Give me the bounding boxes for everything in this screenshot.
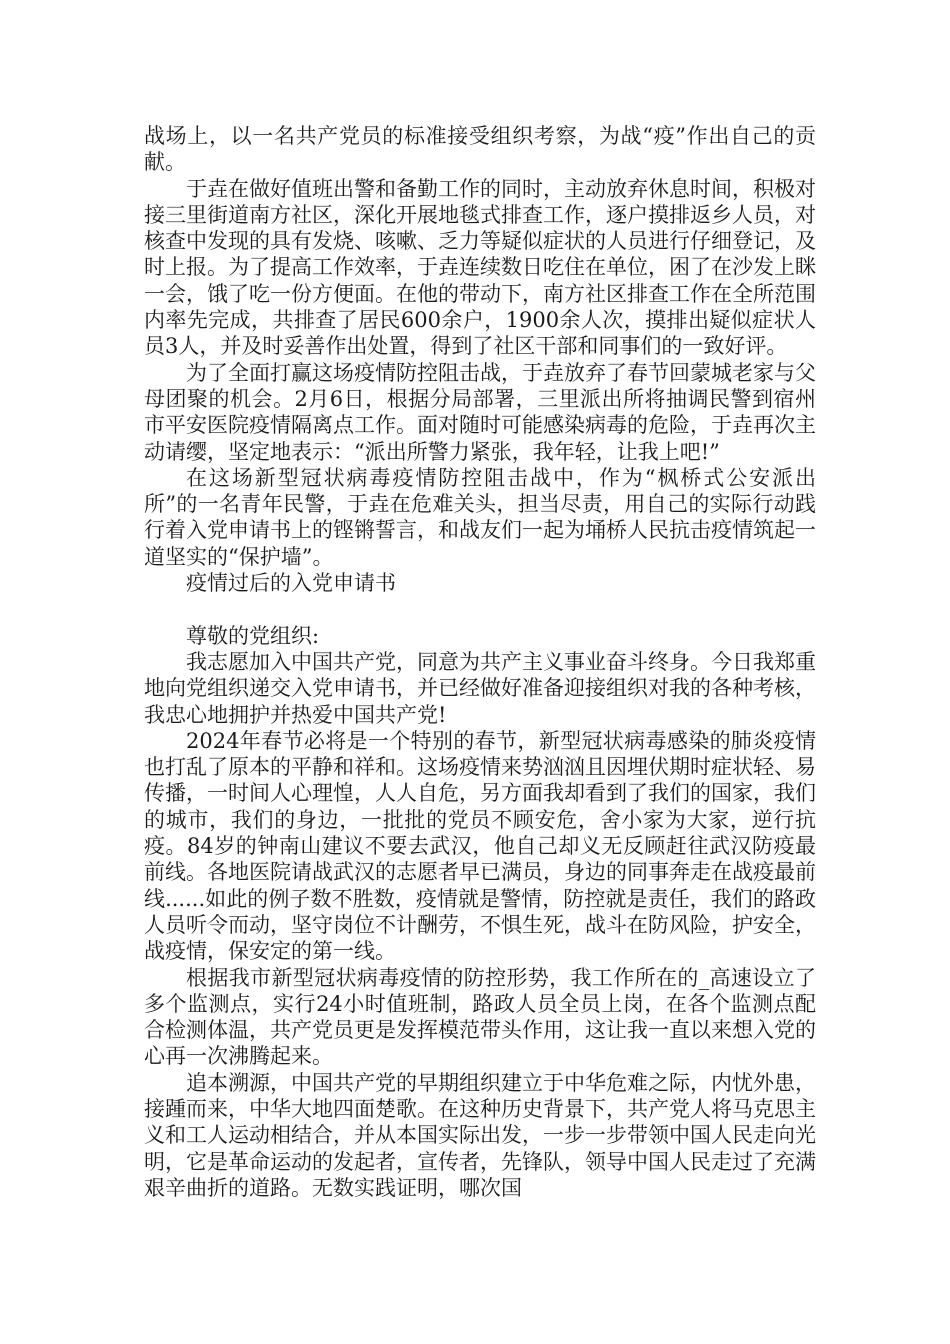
paragraph-continuation: 战场上，以一名共产党员的标准接受组织考察，为战“疫”作出自己的贡献。 [144,124,816,175]
salutation: 尊敬的党组织: [186,623,320,648]
paragraph-yu-duty: 于垚在做好值班出警和备勤工作的同时，主动放弃休息时间，积极对接三里街道南方社区，深化开展地毯式排查工作，逐户摸排返乡人员，对核查中发现的具有发烧、咳嗽、乏力等疑似症状的人员进行仔细登记，及时上报。为了提高工作效率，于垚连续数日吃住在单位，困了在沙发上眯一会，饿了吃一份方便面。在他的带动下，南方社区排查工作在全所范围内率先完成，共排查了居民600余户，1900余人次，摸排出疑似症状人员3人，并及时妥善作出处置，得到了社区干部和同事们的一致好评。 [144,176,816,359]
paragraph-spring-festival: 2024年春节必将是一个特别的春节，新型冠状病毒感染的肺炎疫情也打乱了原本的平静和祥和。这场疫情来势汹汹且因埋伏期时症状轻、易传播，一时间人心理惶，人人自危，另方面我却看到了我们的国家，我们的城市，我们的身边，一批批的党员不顾安危，舍小家为大家，逆行抗疫。84岁的钟南山建议不要去武汉，他自己却义无反顾赶往武汉防疫最前线。各地医院请战武汉的志愿者早已满员，身边的同事奔走在战疫最前线......如此的例子数不胜数，疫情就是警情，防控就是责任，我们的路政人员听令而动，坚守岗位不计酬劳，不惧生死，战斗在防风险，护安全，战疫情，保安定的第一线。 [144,728,816,964]
paragraph-yu-volunteer: 为了全面打赢这场疫情防控阻击战，于垚放弃了春节回蒙城老家与父母团聚的机会。2月6日，根据分局部署，三里派出所将抽调民警到宿州市平安医院疫情隔离点工作。面对随时可能感染病毒的危险，于垚再次主动请缨，坚定地表示：“派出所警力紧张，我年轻，让我上吧!” [144,360,816,464]
document-body [144,123,816,1201]
paragraph-monitoring: 根据我市新型冠状病毒疫情的防控形势，我工作所在的_高速设立了多个监测点，实行24小时值班制，路政人员全员上岗，在各个监测点配合检测体温，共产党员更是发挥模范带头作用，这让我一直以来想入党的心再一次沸腾起来。 [144,965,816,1069]
paragraph-application: 我志愿加入中国共产党，同意为共产主义事业奋斗终身。今日我郑重地向党组织递交入党申请书，并已经做好准备迎接组织对我的各种考核，我忠心地拥护并热爱中国共产党! [144,649,816,727]
paragraph-history: 追本溯源，中国共产党的早期组织建立于中华危难之际，内忧外患，接踵而来，中华大地四面楚歌。在这种历史背景下，共产党人将马克思主义和工人运动相结合，并从本国实际出发，一步一步带领中国人民走向光明，它是革命运动的发起者，宣传者，先锋队，领导中国人民走过了充满艰辛曲折的道路。无数实践证明，哪次国 [144,1070,816,1200]
section-title: 疫情过后的入党申请书 [186,571,396,596]
paragraph-yu-summary: 在这场新型冠状病毒疫情防控阻击战中，作为“枫桥式公安派出所”的一名青年民警，于垚在危难关头，担当尽责，用自己的实际行动践行着入党申请书上的铿锵誓言，和战友们一起为埇桥人民抗击疫情筑起一道坚实的“保护墙”。 [144,465,816,569]
blank-line [144,596,816,622]
